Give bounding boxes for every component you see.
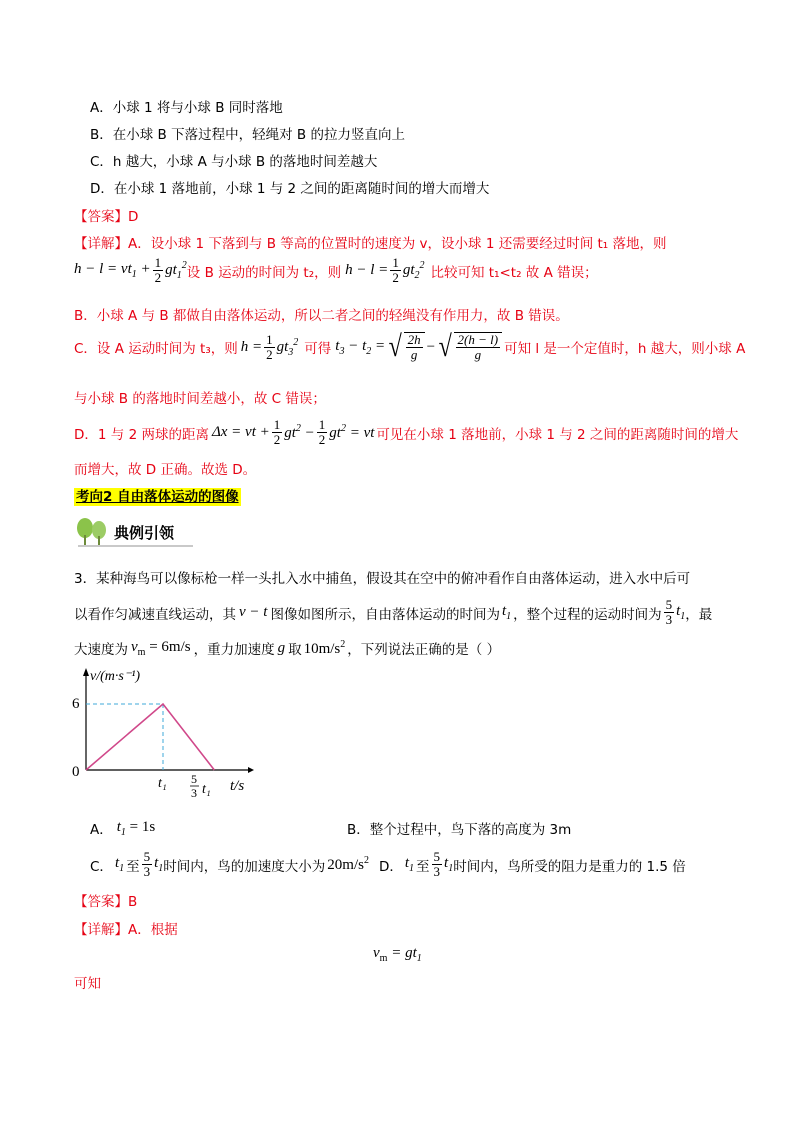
option-a: A．小球 1 将与小球 B 同时落地 <box>90 100 283 116</box>
analysis-line-5: 与小球 B 的落地时间差越小，故 C 错误； <box>74 391 326 407</box>
q3-option-b: B．整个过程中，鸟下落的高度为 3m <box>347 822 572 838</box>
q3-line-1: 3．某种海鸟可以像标枪一样一头扎入水中捕鱼，假设其在空中的俯冲看作自由落体运动，进入水中后可 <box>74 571 691 587</box>
analysis-line-6: D．1 与 2 两球的距离 Δx = vt + $\frac{1}{2}$ $gt^2$ − $\frac{1}{2}$ $gt^2$ = vt 可见在小球 1 落地前，小球 1 与 2 之间的距离随时间的增大 <box>74 417 739 447</box>
q3-line-2: 以看作匀减速直线运动，其 v − t 图像如图所示，自由落体运动的时间为 $t_1$ ，整个过程的运动时间为 $\frac{5}{3}$ $t_1$ ，最 <box>74 597 713 627</box>
analysis-line-4: C．设 A 运动时间为 t₃，则 h = $\frac{1}{2}$ $gt_3^2$ 可得 $t_3 - t_2$ = √ $\frac{2h}{g}$ − √ $\frac{2(h - l)}{g}$ 可知 l 是一个定值时，h 越大，则小球 A <box>74 330 746 363</box>
tree-icon <box>74 517 110 547</box>
y-axis-label: v/(m·s⁻¹) <box>90 669 141 684</box>
sqrt-2h-over-g: √ $\frac{2h}{g}$ <box>387 332 424 362</box>
q3-option-a: A． $t_1 = 1s$ <box>90 818 156 838</box>
svg-text:5: 5 <box>191 772 197 786</box>
option-d: D．在小球 1 落地前，小球 1 与 2 之间的距离随时间的增大而增大 <box>90 181 490 197</box>
q3-answer: 【答案】B <box>74 894 138 910</box>
sqrt-2h-minus-l-over-g: √ $\frac{2(h - l)}{g}$ <box>437 332 502 362</box>
analysis-line-2: $h - l = vt_1$ + $\frac{1}{2}$ $gt_1^2$ 设 B 运动的时间为 t₂，则 h − l = $\frac{1}{2}$ $gt_2^2$ 比较可知 t₁<t₂ 故 A 错误； <box>74 255 598 285</box>
analysis-line-3: B．小球 A 与 B 都做自由落体运动，所以二者之间的轻绳没有作用力，故 B 错误。 <box>74 308 569 324</box>
formula-h-minus-l: $h - l = vt_1$ + <box>74 261 151 280</box>
q3-line-3: 大速度为 $v_m = 6m/s$ ，重力加速度 g 取 $10m/s^2$ ，下列说法正确的是（ ） <box>74 638 501 658</box>
banner-title: 典例引领 <box>114 523 175 542</box>
x-axis-arrow <box>248 767 254 773</box>
y-axis-arrow <box>83 668 89 676</box>
topic-heading: 考向2 自由落体运动的图像 <box>76 489 239 505</box>
banner-underline <box>78 545 193 547</box>
velocity-time-chart <box>68 662 258 802</box>
analysis-line-7: 而增大，故 D 正确。故选 D。 <box>74 462 257 478</box>
x-axis-label: t/s <box>230 778 245 794</box>
x-tick-t1: t₁ <box>158 776 167 791</box>
q3-option-c: C． $t_1$ 至 $\frac{5}{3}$ $t_1$ 时间内，鸟的加速度大小为 $20m/s^2$ D． $t_1$ 至 $\frac{5}{3}$ $t_1$ 时间内，鸟所受的阻力是重力的 1.5 倍 <box>90 849 686 879</box>
velocity-series-line <box>86 704 214 770</box>
svg-text:3: 3 <box>191 786 197 800</box>
option-c: C．h 越大，小球 A 与小球 B 的落地时间差越大 <box>90 154 378 170</box>
q3-analysis-line-1: 【详解】A．根据 <box>74 922 178 938</box>
analysis-line-1: 【详解】A．设小球 1 下落到与 B 等高的位置时的速度为 v，设小球 1 还需要经过时间 t₁ 落地，则 <box>74 236 667 252</box>
x-tick-5-3-t1 <box>190 772 211 800</box>
y-tick-6: 6 <box>72 696 80 712</box>
answer-prev: 【答案】D <box>74 209 139 225</box>
origin-label: 0 <box>72 764 80 780</box>
example-banner <box>74 515 204 549</box>
option-b: B．在小球 B 下落过程中，轻绳对 B 的拉力竖直向上 <box>90 127 405 143</box>
formula-vm-equals-gt1: $v_m = gt_1$ <box>373 945 422 964</box>
svg-text:t₁: t₁ <box>202 782 211 797</box>
q3-analysis-end: 可知 <box>74 976 101 992</box>
fraction-half: $\frac{1}{2}$ <box>154 255 162 285</box>
